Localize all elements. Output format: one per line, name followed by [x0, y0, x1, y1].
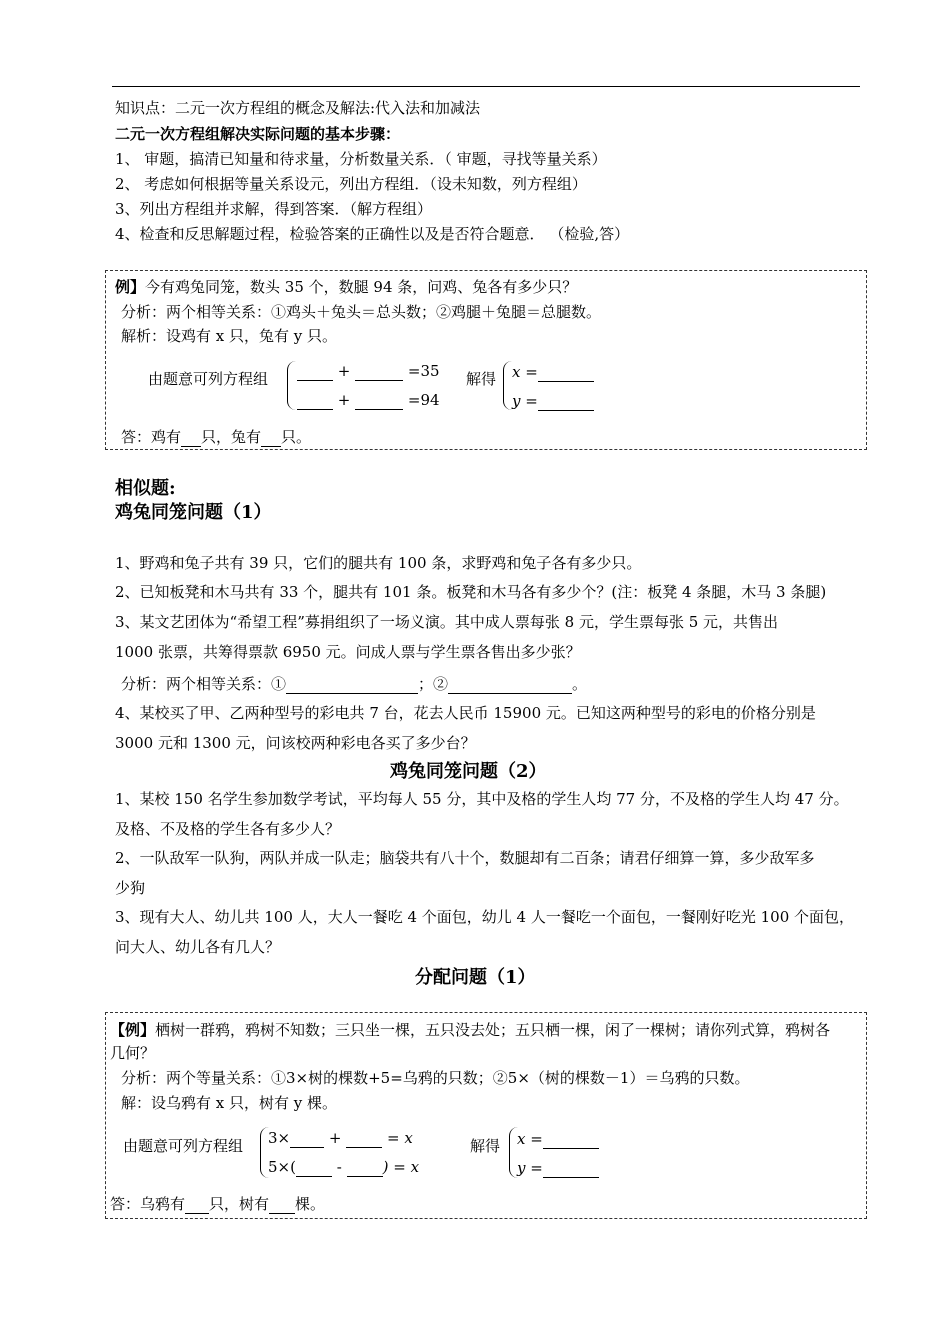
steps-heading: 二元一次方程组解决实际问题的基本步骤：	[115, 125, 401, 143]
example1-system-brace	[287, 361, 296, 410]
example2-y	[517, 1158, 599, 1178]
example2-question	[110, 1020, 830, 1040]
y-label: y =	[517, 1159, 543, 1177]
answer-part: 只，树有	[209, 1195, 270, 1213]
eq1-rhs: =35	[407, 362, 440, 380]
blank[interactable]	[286, 693, 418, 694]
blank[interactable]	[355, 380, 403, 381]
eq2-lhs: 5×(	[268, 1158, 296, 1176]
example1-x	[512, 362, 594, 382]
blank[interactable]	[297, 409, 333, 410]
sec2-item-3b: 问大人、幼儿各有几人？	[115, 938, 281, 956]
answer-part: 只，兔有	[201, 428, 262, 446]
step-2: 2、 考虑如何根据等量关系设元，列出方程组．（设未知数，列方程组）	[115, 175, 587, 193]
example1-box	[105, 270, 867, 450]
analysis-part: 分析：两个相等关系：①	[121, 675, 287, 693]
example1-question	[115, 277, 577, 297]
example1-y	[512, 391, 594, 411]
eq1-rhs: = x	[387, 1129, 413, 1147]
analysis-part: 。	[572, 675, 588, 693]
minus-sign: -	[336, 1158, 342, 1176]
plus-sign: +	[337, 362, 351, 380]
analysis-part: ；②	[418, 675, 449, 693]
example1-solve-brace	[503, 361, 512, 410]
blank[interactable]	[346, 1147, 382, 1148]
example2-answer	[110, 1194, 325, 1214]
blank[interactable]	[297, 380, 333, 381]
example1-solution: 解析：设鸡有 x 只，兔有 y 只。	[121, 327, 338, 345]
sec2-item-1b: 及格、不及格的学生各有多少人？	[115, 820, 341, 838]
example2-eq1	[268, 1128, 413, 1148]
answer-part: 答：鸡有	[121, 428, 182, 446]
example1-system-label: 由题意可列方程组	[148, 370, 269, 388]
answer-part: 棵。	[295, 1195, 326, 1213]
blank[interactable]	[543, 1177, 599, 1178]
sec1-item-3b: 1000 张票，共筹得票款 6950 元。问成人票与学生票各售出多少张？	[115, 643, 581, 661]
example1-analysis: 分析：两个相等关系：①鸡头＋兔头＝总头数；②鸡腿＋兔腿＝总腿数。	[121, 303, 602, 321]
answer-part: 答：乌鸦有	[110, 1195, 186, 1213]
sec1-item-3: 3、某文艺团体为“希望工程”募捐组织了一场义演。其中成人票每张 8 元，学生票每张 5 元，共售出	[115, 613, 779, 631]
blank[interactable]	[448, 693, 572, 694]
blank[interactable]	[296, 1176, 332, 1177]
example2-analysis: 分析：两个等量关系：①3×树的棵数+5=乌鸦的只数；②5×（树的棵数－1）＝乌鸦的只数。	[121, 1069, 750, 1087]
x-label: x =	[517, 1130, 543, 1148]
eq2-rhs: ) = x	[382, 1158, 420, 1176]
example1-eq1	[297, 361, 440, 381]
example2-box	[105, 1012, 867, 1219]
example2-text2: 几何？	[110, 1044, 156, 1062]
step-1: 1、 审题，搞清已知量和待求量，分析数量关系．（ 审题，寻找等量关系）	[115, 150, 607, 168]
section1-title: 鸡兔同笼问题（1）	[115, 502, 272, 523]
example2-label: 【例】	[110, 1021, 156, 1039]
example2-x	[517, 1129, 599, 1149]
blank[interactable]	[543, 1148, 599, 1149]
example1-answer	[121, 427, 311, 447]
blank[interactable]	[181, 446, 201, 447]
x-label: x =	[512, 363, 538, 381]
eq2-rhs: =94	[407, 391, 440, 409]
example1-label: 例】	[115, 278, 146, 296]
blank[interactable]	[185, 1213, 209, 1214]
sec2-item-2b: 少狗	[115, 879, 146, 897]
blank[interactable]	[347, 1176, 383, 1177]
step-4: 4、检查和反思解题过程，检验答案的正确性以及是否符合题意． （检验,答）	[115, 225, 630, 243]
eq1-lhs: 3×	[268, 1129, 291, 1147]
sec1-analysis	[121, 674, 587, 694]
section3-title: 分配问题（1）	[415, 967, 536, 988]
example2-eq2	[268, 1157, 419, 1177]
knowledge-point: 知识点：二元一次方程组的概念及解法:代入法和加减法	[115, 99, 481, 117]
blank[interactable]	[290, 1147, 324, 1148]
blank[interactable]	[538, 410, 594, 411]
plus-sign: +	[328, 1129, 342, 1147]
section2-title: 鸡兔同笼问题（2）	[390, 761, 547, 782]
sec1-item-4b: 3000 元和 1300 元，问该校两种彩电各买了多少台？	[115, 734, 476, 752]
blank[interactable]	[269, 1213, 295, 1214]
example2-system-label: 由题意可列方程组	[123, 1137, 244, 1155]
plus-sign: +	[337, 391, 351, 409]
example1-eq2	[297, 390, 440, 410]
blank[interactable]	[355, 409, 403, 410]
header-rule	[112, 86, 860, 87]
sec2-item-1: 1、某校 150 名学生参加数学考试，平均每人 55 分，其中及格的学生人均 77 分，不及格的学生人均 47 分。	[115, 790, 849, 808]
example2-text: 栖树一群鸦，鸦树不知数；三只坐一棵，五只没去处；五只栖一棵，闲了一棵树；请你列式算，鸦树各	[155, 1021, 831, 1039]
example1-text: 今有鸡兔同笼，数头 35 个，数腿 94 条，问鸡、兔各有多少只？	[145, 278, 578, 296]
blank[interactable]	[261, 446, 281, 447]
y-label: y =	[512, 392, 538, 410]
sec2-item-3: 3、现有大人、幼儿共 100 人，大人一餐吃 4 个面包，幼儿 4 人一餐吃一个面包，一餐刚好吃光 100 个面包，	[115, 908, 855, 926]
answer-part: 只。	[281, 428, 312, 446]
sec2-item-2: 2、一队敌军一队狗，两队并成一队走；脑袋共有八十个，数腿却有二百条；请君仔细算一算，多少敌军多	[115, 849, 815, 867]
sec1-item-4: 4、某校买了甲、乙两种型号的彩电共 7 台，花去人民币 15900 元。已知这两种型号的彩电的价格分别是	[115, 704, 816, 722]
similar-label: 相似题:	[115, 478, 176, 499]
blank[interactable]	[538, 381, 594, 382]
example2-solution: 解：设乌鸦有 x 只，树有 y 棵。	[121, 1094, 338, 1112]
sec1-item-2: 2、已知板凳和木马共有 33 个，腿共有 101 条。板凳和木马各有多少个？(注：板凳 4 条腿，木马 3 条腿)	[115, 583, 827, 601]
sec1-item-1: 1、野鸡和兔子共有 39 只，它们的腿共有 100 条，求野鸡和兔子各有多少只。	[115, 554, 642, 572]
example2-solve-label: 解得	[470, 1137, 501, 1155]
example1-solve-label: 解得	[466, 370, 497, 388]
step-3: 3、列出方程组并求解，得到答案．（解方程组）	[115, 200, 433, 218]
